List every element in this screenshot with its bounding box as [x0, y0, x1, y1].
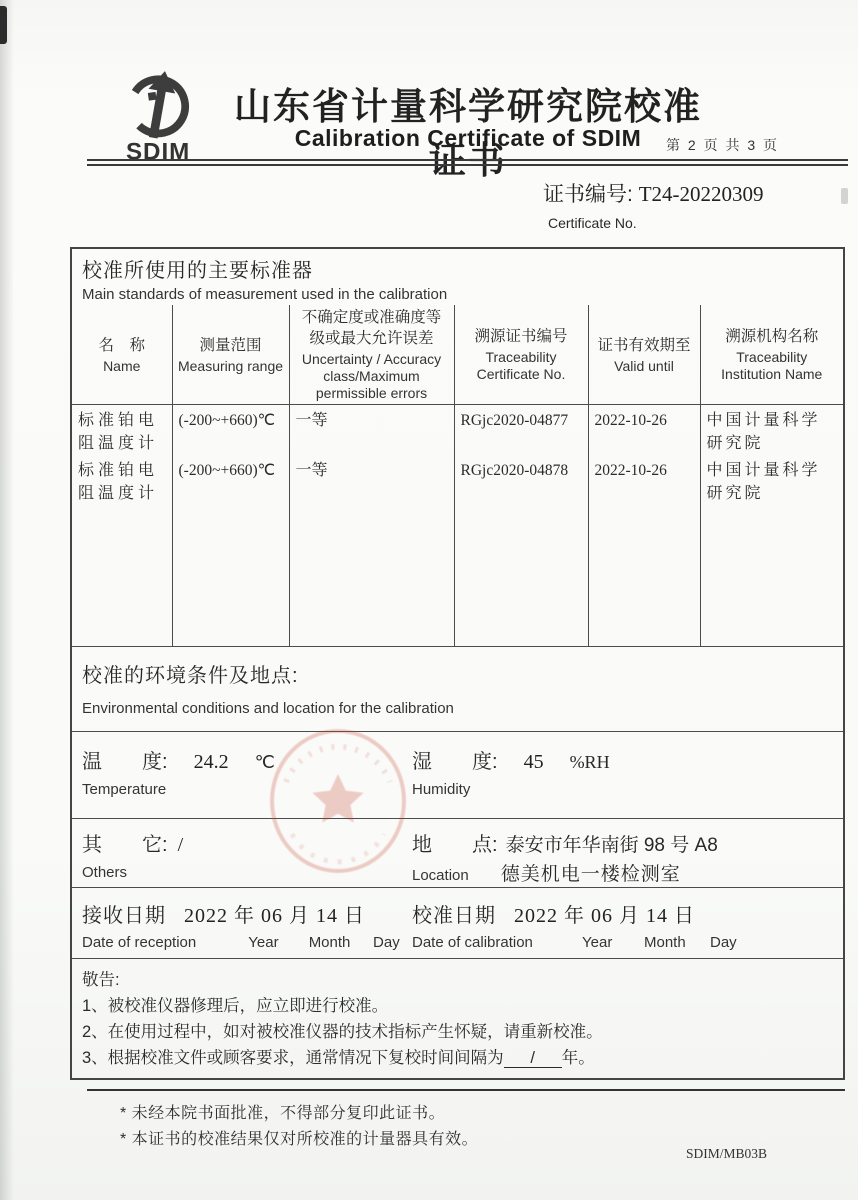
- col-header-traceability-cert: [454, 305, 588, 405]
- certificate-body-box: [70, 247, 845, 1080]
- standard-2-institution: 中国计量科学研究院: [706, 462, 821, 502]
- standard-1-range: (-200~+660)℃: [178, 412, 276, 429]
- svg-text:SDIM: SDIM: [125, 138, 191, 164]
- footer-rule: [87, 1089, 845, 1091]
- standards-title-zh: 校准所使用的主要标准器: [82, 260, 313, 282]
- standards-title-en: Main standards of measurement used in the calibration: [82, 286, 448, 303]
- col-cert-zh: 溯源证书编号: [474, 328, 568, 345]
- col-name-en: Name: [103, 357, 141, 374]
- humidity-value: 45: [523, 750, 544, 773]
- reception-day-label: Day: [373, 933, 400, 951]
- standards-table-header-row: [72, 305, 843, 405]
- others-label-en: Others: [82, 863, 128, 881]
- others-value: /: [177, 833, 184, 856]
- certificate-number-label: 证书编号:: [543, 183, 633, 206]
- location-label-zh: 地 点:: [412, 833, 498, 856]
- standard-2-cert-no: RGjc2020-04878: [460, 462, 569, 479]
- notice-item-2: 2、在使用过程中，如对被校准仪器的技术指标产生怀疑，请重新校准。: [82, 1022, 603, 1041]
- calibration-date-label-zh: 校准日期: [412, 904, 496, 927]
- temperature-block: [82, 732, 412, 798]
- notice-item-1: 1、被校准仪器修理后，应立即进行校准。: [82, 996, 389, 1015]
- col-range-zh: 测量范围: [199, 336, 262, 354]
- location-label-en: Location: [412, 866, 469, 884]
- footer-note-2: * 本证书的校准结果仅对所校准的计量器具有效。: [120, 1131, 479, 1148]
- col-institution-zh: 溯源机构名称: [725, 328, 819, 345]
- calibration-month-label: Month: [644, 933, 686, 951]
- humidity-block: [412, 732, 832, 798]
- standard-1-valid-until: 2022-10-26: [594, 412, 667, 429]
- reception-date-value: 2022 年 06 月 14 日: [184, 904, 365, 927]
- calibration-date-label-en: Date of calibration: [412, 933, 533, 951]
- certificate-title-zh: 山东省计量科学研究院校准证书: [234, 86, 702, 181]
- notice-title: 敬告:: [82, 970, 120, 989]
- standard-2-range: (-200~+660)℃: [178, 462, 276, 479]
- temperature-label-en: Temperature: [82, 780, 167, 798]
- scan-smudge-artifact: [841, 188, 848, 204]
- scan-edge-shade: [0, 0, 14, 1200]
- calibration-date-block: [412, 888, 832, 951]
- standards-table: [72, 305, 843, 646]
- col-cert-en: Traceability Certificate No.: [476, 349, 566, 382]
- reception-date-block: [82, 888, 412, 951]
- cell-valid-until: [588, 405, 700, 646]
- others-location-row: [72, 818, 843, 887]
- others-block: [82, 819, 412, 881]
- standard-2-valid-until: 2022-10-26: [594, 462, 667, 479]
- certificate-number-label-en: Certificate No.: [548, 215, 637, 231]
- temperature-humidity-row: [72, 731, 843, 818]
- cell-accuracy: [289, 405, 454, 646]
- certificate-number-value: T24-20220309: [638, 182, 764, 206]
- cell-name: [72, 405, 172, 646]
- standard-1-cert-no: RGjc2020-04877: [460, 412, 569, 429]
- humidity-label-en: Humidity: [412, 780, 471, 798]
- certificate-number: [543, 178, 764, 208]
- reception-month-label: Month: [308, 933, 351, 951]
- col-institution-en: Traceability Institution Name: [721, 349, 823, 382]
- temperature-label-zh: 温 度:: [82, 750, 168, 773]
- col-header-range: [172, 305, 289, 405]
- temperature-value: 24.2: [193, 750, 229, 773]
- others-label-zh: 其 它:: [82, 833, 168, 856]
- reception-year-label: Year: [248, 933, 279, 951]
- standards-table-body-row: [72, 405, 843, 646]
- notice-item-3-text: 3、根据校准文件或顾客要求，通常情况下复校时间间隔为: [82, 1048, 504, 1067]
- environment-title-en: Environmental conditions and location for the calibration: [82, 699, 454, 717]
- notice-section: [72, 958, 843, 1079]
- col-uncertainty-zh: 不确定度或准确度等级或最大允许误差: [301, 309, 442, 347]
- calibration-date-value: 2022 年 06 月 14 日: [514, 904, 695, 927]
- reception-date-label-en: Date of reception: [82, 933, 197, 951]
- cell-range: [172, 405, 289, 646]
- sdim-logo-icon: [103, 70, 219, 164]
- scan-corner-artifact: [0, 6, 7, 44]
- location-value-line1: 泰安市年华南街 98 号 A8: [505, 834, 718, 856]
- standard-2-accuracy: 一等: [295, 462, 328, 479]
- col-valid-en: Valid until: [614, 357, 674, 374]
- calibration-day-label: Day: [710, 933, 737, 951]
- calibration-year-label: Year: [582, 933, 613, 951]
- standard-2-name: 标准铂电阻温度计: [78, 462, 159, 502]
- page-number: 第 2 页 共 3 页: [666, 137, 780, 153]
- cell-cert-no: [454, 405, 588, 646]
- standard-1-institution: 中国计量科学研究院: [706, 412, 821, 452]
- dates-row: [72, 887, 843, 958]
- col-header-institution: [700, 305, 843, 405]
- header-double-rule: [87, 159, 848, 166]
- col-uncertainty-en: Uncertainty / Accuracy class/Maximum permissible errors: [301, 351, 442, 401]
- footer-note-1: * 未经本院书面批准，不得部分复印此证书。: [120, 1105, 446, 1122]
- standard-1-name: 标准铂电阻温度计: [78, 412, 159, 452]
- form-code: SDIM/MB03B: [686, 1146, 768, 1161]
- humidity-unit: %RH: [569, 751, 610, 772]
- temperature-unit: ℃: [254, 751, 275, 772]
- col-header-name: [72, 305, 172, 405]
- environment-section-title: [72, 646, 843, 731]
- notice-item-3-suffix: 年。: [561, 1048, 595, 1067]
- col-name-zh: 名 称: [98, 336, 145, 354]
- notice-item-3-interval: /: [504, 1049, 562, 1068]
- location-value-line2: 德美机电一楼检测室: [500, 863, 681, 885]
- certificate-title-en: Calibration Certificate of SDIM: [294, 125, 642, 151]
- col-header-valid-until: [588, 305, 700, 405]
- col-range-en: Measuring range: [177, 357, 284, 374]
- humidity-label-zh: 湿 度:: [412, 750, 498, 773]
- standards-section-title: [72, 249, 843, 305]
- environment-title-zh: 校准的环境条件及地点:: [82, 664, 299, 687]
- cell-institution: [700, 405, 843, 646]
- location-block: [412, 819, 832, 886]
- notice-item-3: [82, 1045, 833, 1071]
- col-valid-zh: 证书有效期至: [597, 336, 691, 354]
- standard-1-accuracy: 一等: [295, 412, 328, 429]
- reception-date-label-zh: 接收日期: [82, 904, 166, 927]
- col-header-uncertainty: [289, 305, 454, 405]
